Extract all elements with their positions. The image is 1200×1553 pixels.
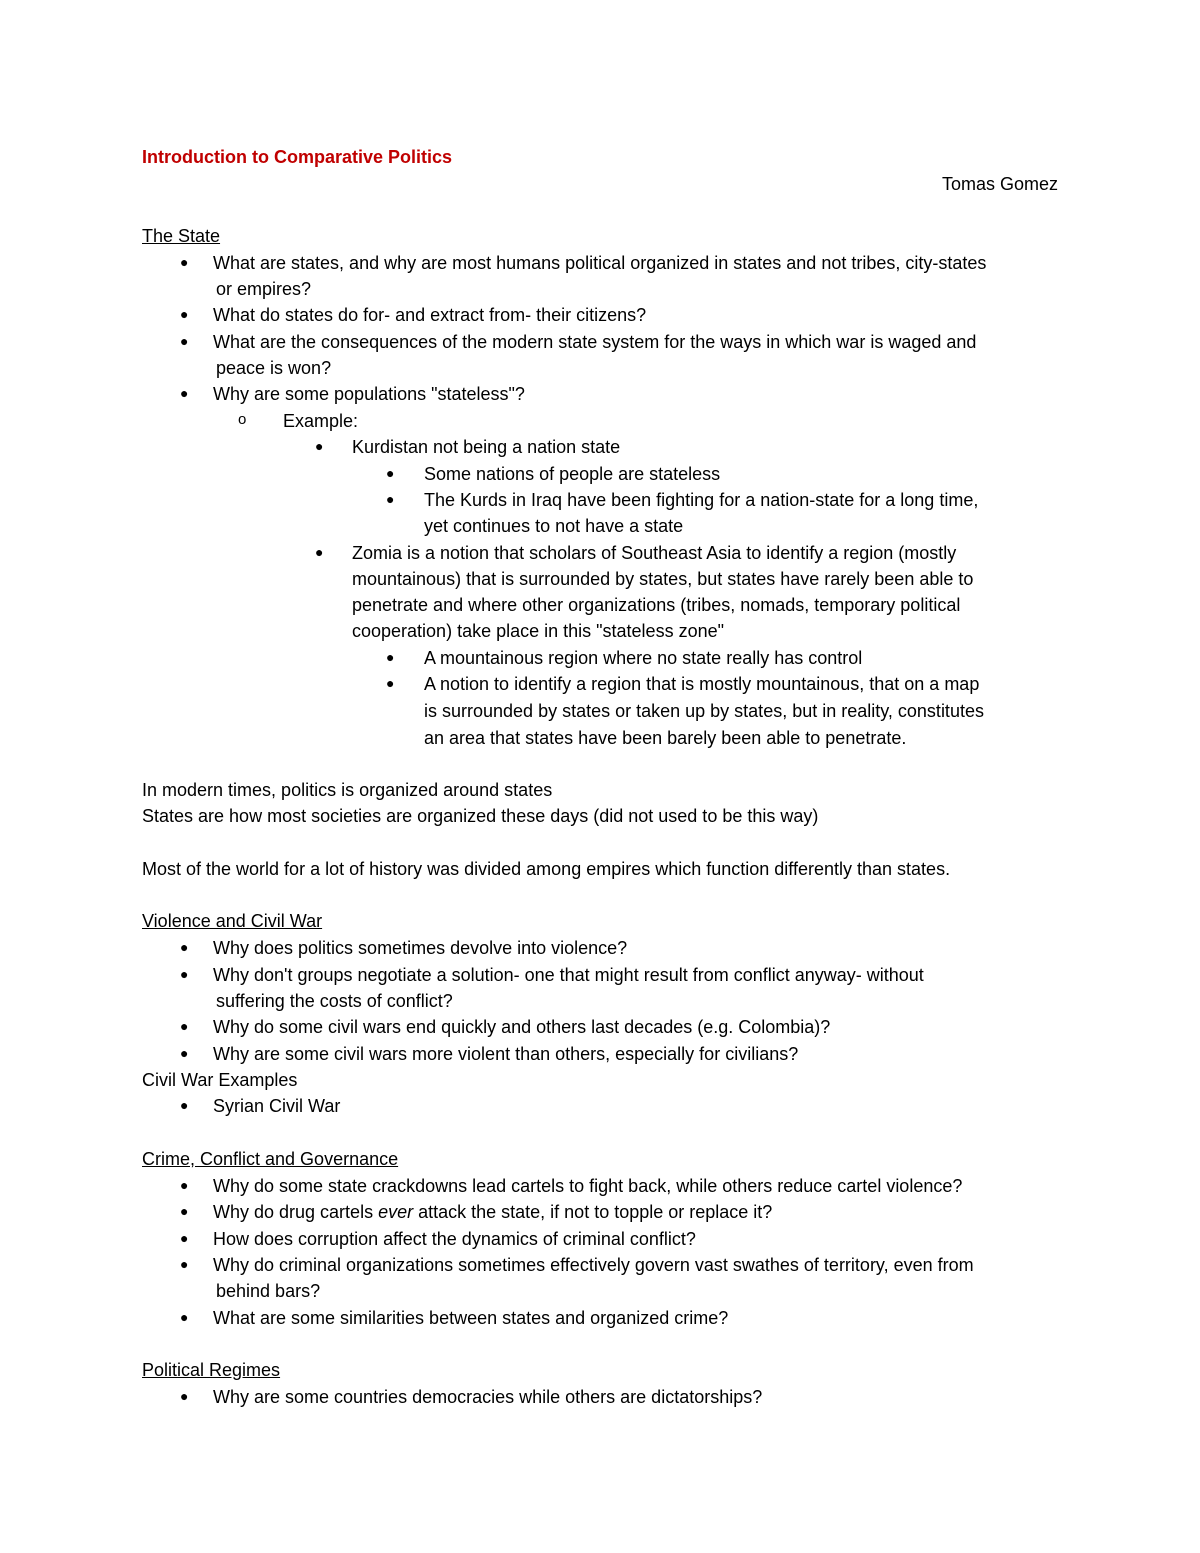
- civil-war-examples-label: Civil War Examples: [142, 1070, 298, 1090]
- circle-bullet-icon: o: [238, 411, 247, 428]
- zomia-point-2-cont-1: is surrounded by states or taken up by states, but in reality, constitutes: [424, 701, 984, 721]
- crime-question-4: Why do criminal organizations sometimes effectively govern vast swathes of territory, even from: [213, 1255, 974, 1275]
- state-question-3-cont: peace is won?: [216, 358, 332, 378]
- crime-question-3: How does corruption affect the dynamics of criminal conflict?: [213, 1229, 696, 1249]
- section-heading-violence: Violence and Civil War: [142, 911, 323, 931]
- state-question-2: What do states do for- and extract from- their citizens?: [213, 305, 647, 325]
- section-heading-regimes: Political Regimes: [142, 1360, 281, 1380]
- bullet-icon: ●: [315, 544, 324, 560]
- bullet-icon: ●: [180, 1018, 189, 1034]
- bullet-icon: ●: [386, 675, 395, 691]
- state-question-1: What are states, and why are most humans political organized in states and not tribes, city-states: [213, 253, 987, 273]
- bullet-icon: ●: [180, 1256, 189, 1272]
- example-zomia: Zomia is a notion that scholars of Southeast Asia to identify a region (mostly: [352, 543, 957, 563]
- violence-question-3: Why do some civil wars end quickly and others last decades (e.g. Colombia)?: [213, 1017, 831, 1037]
- bullet-icon: ●: [386, 465, 395, 481]
- bullet-icon: ●: [180, 333, 189, 349]
- bullet-icon: ●: [180, 385, 189, 401]
- note-3: Most of the world for a lot of history was divided among empires which function differently than states.: [142, 859, 951, 879]
- example-zomia-cont-1: mountainous) that is surrounded by states, but states have rarely been able to: [352, 569, 974, 589]
- bullet-icon: ●: [180, 1388, 189, 1404]
- section-heading-crime: Crime, Conflict and Governance: [142, 1149, 399, 1169]
- example-label: Example:: [283, 411, 359, 431]
- kurdistan-point-2: The Kurds in Iraq have been fighting for a nation-state for a long time,: [424, 490, 979, 510]
- document-author: Tomas Gomez: [941, 174, 1058, 194]
- note-1: In modern times, politics is organized around states: [142, 780, 553, 800]
- section-heading-state: The State: [142, 226, 221, 246]
- bullet-icon: ●: [180, 1230, 189, 1246]
- bullet-icon: ●: [180, 1203, 189, 1219]
- example-kurdistan: Kurdistan not being a nation state: [352, 437, 621, 457]
- state-question-1-cont: or empires?: [216, 279, 312, 299]
- example-zomia-cont-2: penetrate and where other organizations (tribes, nomads, temporary political: [352, 595, 961, 615]
- crime-question-2-pre: Why do drug cartels: [213, 1202, 379, 1222]
- note-2: States are how most societies are organized these days (did not used to be this way): [142, 806, 819, 826]
- violence-question-2: Why don't groups negotiate a solution- one that might result from conflict anyway- without: [213, 965, 924, 985]
- violence-question-1: Why does politics sometimes devolve into violence?: [213, 938, 628, 958]
- bullet-icon: ●: [180, 306, 189, 322]
- civil-war-example-1: Syrian Civil War: [213, 1096, 341, 1116]
- zomia-point-2: A notion to identify a region that is mostly mountainous, that on a map: [424, 674, 980, 694]
- state-question-4: Why are some populations "stateless"?: [213, 384, 525, 404]
- crime-question-2-emphasis: ever: [378, 1202, 414, 1222]
- bullet-icon: ●: [386, 649, 395, 665]
- crime-question-1: Why do some state crackdowns lead cartels to fight back, while others reduce cartel violence?: [213, 1176, 963, 1196]
- bullet-icon: ●: [180, 966, 189, 982]
- bullet-icon: ●: [180, 1177, 189, 1193]
- state-question-3: What are the consequences of the modern state system for the ways in which war is waged and: [213, 332, 977, 352]
- example-zomia-cont-3: cooperation) take place in this "stateless zone": [352, 621, 724, 641]
- crime-question-5: What are some similarities between states and organized crime?: [213, 1308, 729, 1328]
- crime-question-2: [213, 1199, 772, 1225]
- bullet-icon: ●: [315, 438, 324, 454]
- bullet-icon: ●: [180, 1309, 189, 1325]
- kurdistan-point-2-cont: yet continues to not have a state: [424, 516, 684, 536]
- violence-question-2-cont: suffering the costs of conflict?: [216, 991, 453, 1011]
- crime-question-4-cont: behind bars?: [216, 1281, 321, 1301]
- zomia-point-2-cont-2: an area that states have been barely been able to penetrate.: [424, 728, 907, 748]
- bullet-icon: ●: [386, 491, 395, 507]
- document-title: Introduction to Comparative Politics: [142, 147, 453, 167]
- bullet-icon: ●: [180, 1045, 189, 1061]
- bullet-icon: ●: [180, 1097, 189, 1113]
- kurdistan-point-1: Some nations of people are stateless: [424, 464, 721, 484]
- bullet-icon: ●: [180, 254, 189, 270]
- bullet-icon: ●: [180, 939, 189, 955]
- zomia-point-1: A mountainous region where no state really has control: [424, 648, 863, 668]
- crime-question-2-post: attack the state, if not to topple or replace it?: [413, 1202, 773, 1222]
- regimes-question-1: Why are some countries democracies while others are dictatorships?: [213, 1387, 763, 1407]
- violence-question-4: Why are some civil wars more violent than others, especially for civilians?: [213, 1044, 799, 1064]
